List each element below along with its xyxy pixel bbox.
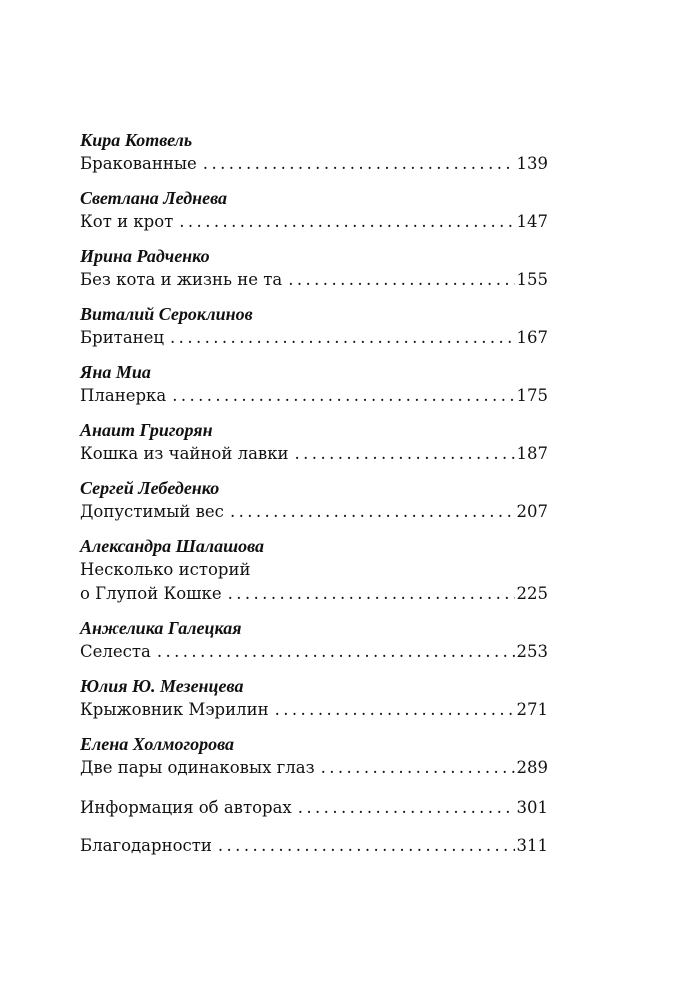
story-title-first-line[interactable]: Несколько историй	[80, 560, 251, 579]
toc-line[interactable]	[80, 500, 548, 524]
dot-leader	[321, 756, 515, 780]
section-title: Благодарности	[80, 836, 212, 855]
dot-leader	[298, 796, 515, 820]
toc-entry	[80, 534, 548, 606]
page-number: 225	[516, 584, 548, 603]
page-number: 139	[516, 154, 548, 173]
toc-entry	[80, 128, 548, 176]
page-number: 167	[516, 328, 548, 347]
dot-leader	[170, 326, 514, 350]
toc-line[interactable]	[80, 268, 548, 292]
section-title: Информация об авторах	[80, 798, 292, 817]
story-title: Кошка из чайной лавки	[80, 444, 289, 463]
page-number: 175	[516, 386, 548, 405]
toc-line[interactable]	[80, 582, 548, 606]
toc-entry	[80, 186, 548, 234]
toc-line[interactable]	[80, 442, 548, 466]
page-number: 187	[516, 444, 548, 463]
story-title: Кот и крот	[80, 212, 174, 231]
author-name: Анаит Григорян	[80, 420, 213, 440]
author-name: Елена Холмогорова	[80, 734, 235, 754]
table-of-contents	[80, 128, 548, 858]
page-number: 155	[516, 270, 548, 289]
page-number: 311	[516, 836, 548, 855]
author-name: Виталий Сероклинов	[80, 304, 253, 324]
author-name: Анжелика Галецкая	[80, 618, 242, 638]
page-number: 289	[516, 758, 548, 777]
author-name: Александра Шалашова	[80, 536, 265, 556]
toc-entry	[80, 616, 548, 664]
dot-leader	[179, 210, 514, 234]
story-title: Планерка	[80, 386, 167, 405]
author-name: Юлия Ю. Мезенцева	[80, 676, 244, 696]
author-name: Кира Котвель	[80, 130, 193, 150]
author-name: Ирина Радченко	[80, 246, 210, 266]
story-title: Британец	[80, 328, 165, 347]
dot-leader	[157, 640, 515, 664]
toc-line-author-info[interactable]	[80, 796, 548, 820]
toc-line[interactable]	[80, 210, 548, 234]
author-name: Сергей Лебеденко	[80, 478, 220, 498]
dot-leader	[218, 834, 515, 858]
toc-line-acknowledgements[interactable]	[80, 834, 548, 858]
story-title: Допустимый вес	[80, 502, 224, 521]
toc-entry	[80, 418, 548, 466]
page-number: 253	[516, 642, 548, 661]
dot-leader	[203, 152, 515, 176]
story-title: Две пары одинаковых глаз	[80, 758, 315, 777]
toc-line[interactable]	[80, 326, 548, 350]
toc-entry	[80, 732, 548, 780]
page-number: 301	[516, 798, 548, 817]
toc-line[interactable]	[80, 698, 548, 722]
dot-leader	[288, 268, 514, 292]
toc-entry	[80, 302, 548, 350]
author-name: Светлана Леднева	[80, 188, 228, 208]
toc-line[interactable]	[80, 384, 548, 408]
page-number: 147	[516, 212, 548, 231]
story-title: Бракованные	[80, 154, 197, 173]
toc-entry	[80, 244, 548, 292]
dot-leader	[230, 500, 515, 524]
story-title: Без кота и жизнь не та	[80, 270, 283, 289]
story-title: Селеста	[80, 642, 151, 661]
dot-leader	[275, 698, 515, 722]
toc-line[interactable]	[80, 640, 548, 664]
page-number: 207	[516, 502, 548, 521]
dot-leader	[172, 384, 514, 408]
page-number: 271	[516, 700, 548, 719]
story-title: о Глупой Кошке	[80, 584, 222, 603]
dot-leader	[295, 442, 515, 466]
toc-entry	[80, 674, 548, 722]
toc-entry	[80, 360, 548, 408]
toc-line[interactable]	[80, 756, 548, 780]
author-name: Яна Миа	[80, 362, 151, 382]
toc-entry	[80, 476, 548, 524]
dot-leader	[228, 582, 515, 606]
toc-line[interactable]	[80, 152, 548, 176]
story-title: Крыжовник Мэрилин	[80, 700, 269, 719]
